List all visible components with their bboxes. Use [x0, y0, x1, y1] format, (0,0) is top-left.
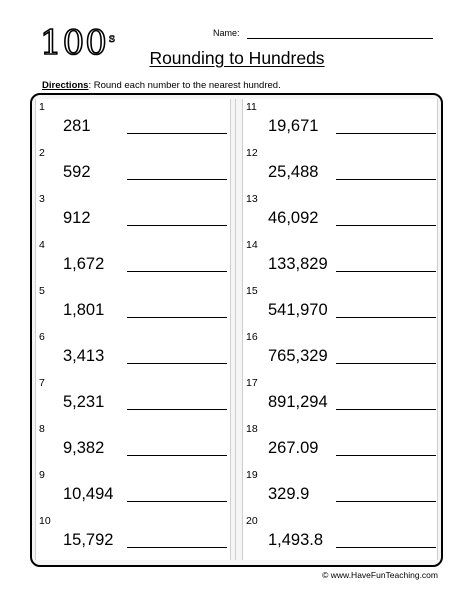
problem-item — [243, 513, 437, 559]
problem-number: 8 — [39, 423, 45, 435]
problem-value: 1,672 — [63, 255, 105, 273]
answer-blank[interactable] — [336, 501, 436, 502]
problem-item — [36, 191, 230, 237]
answer-blank[interactable] — [336, 133, 436, 134]
problem-number: 15 — [246, 285, 258, 297]
problem-value: 5,231 — [63, 393, 105, 411]
answer-blank[interactable] — [336, 455, 436, 456]
problem-item — [36, 329, 230, 375]
problem-number: 5 — [39, 285, 45, 297]
problem-number: 7 — [39, 377, 45, 389]
problem-number: 19 — [246, 469, 258, 481]
worksheet-title: Rounding to Hundreds — [149, 48, 325, 68]
problem-value: 281 — [63, 117, 91, 135]
problem-item — [243, 283, 437, 329]
problem-item — [36, 375, 230, 421]
problem-value: 15,792 — [63, 531, 114, 549]
problem-value: 3,413 — [63, 347, 105, 365]
answer-blank[interactable] — [336, 179, 436, 180]
problem-item — [36, 467, 230, 513]
answer-blank[interactable] — [127, 317, 227, 318]
problem-item — [36, 237, 230, 283]
problem-number: 16 — [246, 331, 258, 343]
answer-blank[interactable] — [336, 317, 436, 318]
problem-item — [243, 145, 437, 191]
problem-value: 133,829 — [268, 255, 328, 273]
problem-value: 1,493.8 — [268, 531, 324, 549]
answer-blank[interactable] — [127, 455, 227, 456]
problem-item — [36, 145, 230, 191]
problem-item — [243, 191, 437, 237]
copyright-footer: © www.HaveFunTeaching.com — [322, 570, 438, 580]
directions-text: : Round each number to the nearest hundred. — [88, 80, 281, 91]
answer-blank[interactable] — [127, 133, 227, 134]
answer-blank[interactable] — [127, 409, 227, 410]
answer-blank[interactable] — [336, 271, 436, 272]
problem-item — [36, 99, 230, 145]
answer-blank[interactable] — [336, 547, 436, 548]
directions — [42, 80, 281, 91]
problems-panel — [30, 93, 443, 567]
answer-blank[interactable] — [127, 547, 227, 548]
problem-value: 10,494 — [63, 485, 114, 503]
problem-value: 46,092 — [268, 209, 319, 227]
problem-number: 20 — [246, 515, 258, 527]
problem-number: 10 — [39, 515, 51, 527]
problem-value: 19,671 — [268, 117, 319, 135]
name-field[interactable] — [247, 38, 433, 39]
column-divider — [235, 99, 236, 560]
logo-text: 100 — [40, 23, 108, 63]
answer-blank[interactable] — [127, 363, 227, 364]
problem-number: 17 — [246, 377, 258, 389]
name-label: Name: — [213, 28, 240, 38]
answer-blank[interactable] — [127, 179, 227, 180]
problem-number: 1 — [39, 101, 45, 113]
problem-item — [243, 99, 437, 145]
problem-item — [243, 467, 437, 513]
problem-number: 14 — [246, 239, 258, 251]
answer-blank[interactable] — [127, 225, 227, 226]
problem-number: 11 — [246, 101, 257, 113]
problem-value: 25,488 — [268, 163, 319, 181]
problem-value: 765,329 — [268, 347, 328, 365]
problem-value: 891,294 — [268, 393, 328, 411]
problem-number: 2 — [39, 147, 45, 159]
problem-item — [243, 237, 437, 283]
problem-number: 4 — [39, 239, 45, 251]
problem-value: 1,801 — [63, 301, 105, 319]
problem-value: 912 — [63, 209, 91, 227]
problem-value: 267.09 — [268, 439, 319, 457]
problem-number: 9 — [39, 469, 45, 481]
problem-value: 592 — [63, 163, 91, 181]
problem-item — [243, 329, 437, 375]
problem-item — [36, 513, 230, 559]
problem-item — [36, 421, 230, 467]
answer-blank[interactable] — [336, 363, 436, 364]
answer-blank[interactable] — [127, 271, 227, 272]
problem-number: 18 — [246, 423, 258, 435]
problems-column-right — [242, 99, 438, 560]
problem-item — [36, 283, 230, 329]
directions-label: Directions — [42, 80, 89, 91]
logo-suffix: s — [108, 31, 117, 45]
answer-blank[interactable] — [336, 225, 436, 226]
answer-blank[interactable] — [336, 409, 436, 410]
answer-blank[interactable] — [127, 501, 227, 502]
problem-item — [243, 421, 437, 467]
problems-column-left — [35, 99, 231, 560]
problem-value: 541,970 — [268, 301, 328, 319]
problem-number: 13 — [246, 193, 258, 205]
problem-value: 9,382 — [63, 439, 105, 457]
problem-number: 12 — [246, 147, 258, 159]
problem-value: 329.9 — [268, 485, 310, 503]
problem-item — [243, 375, 437, 421]
problem-number: 3 — [39, 193, 45, 205]
problem-number: 6 — [39, 331, 45, 343]
